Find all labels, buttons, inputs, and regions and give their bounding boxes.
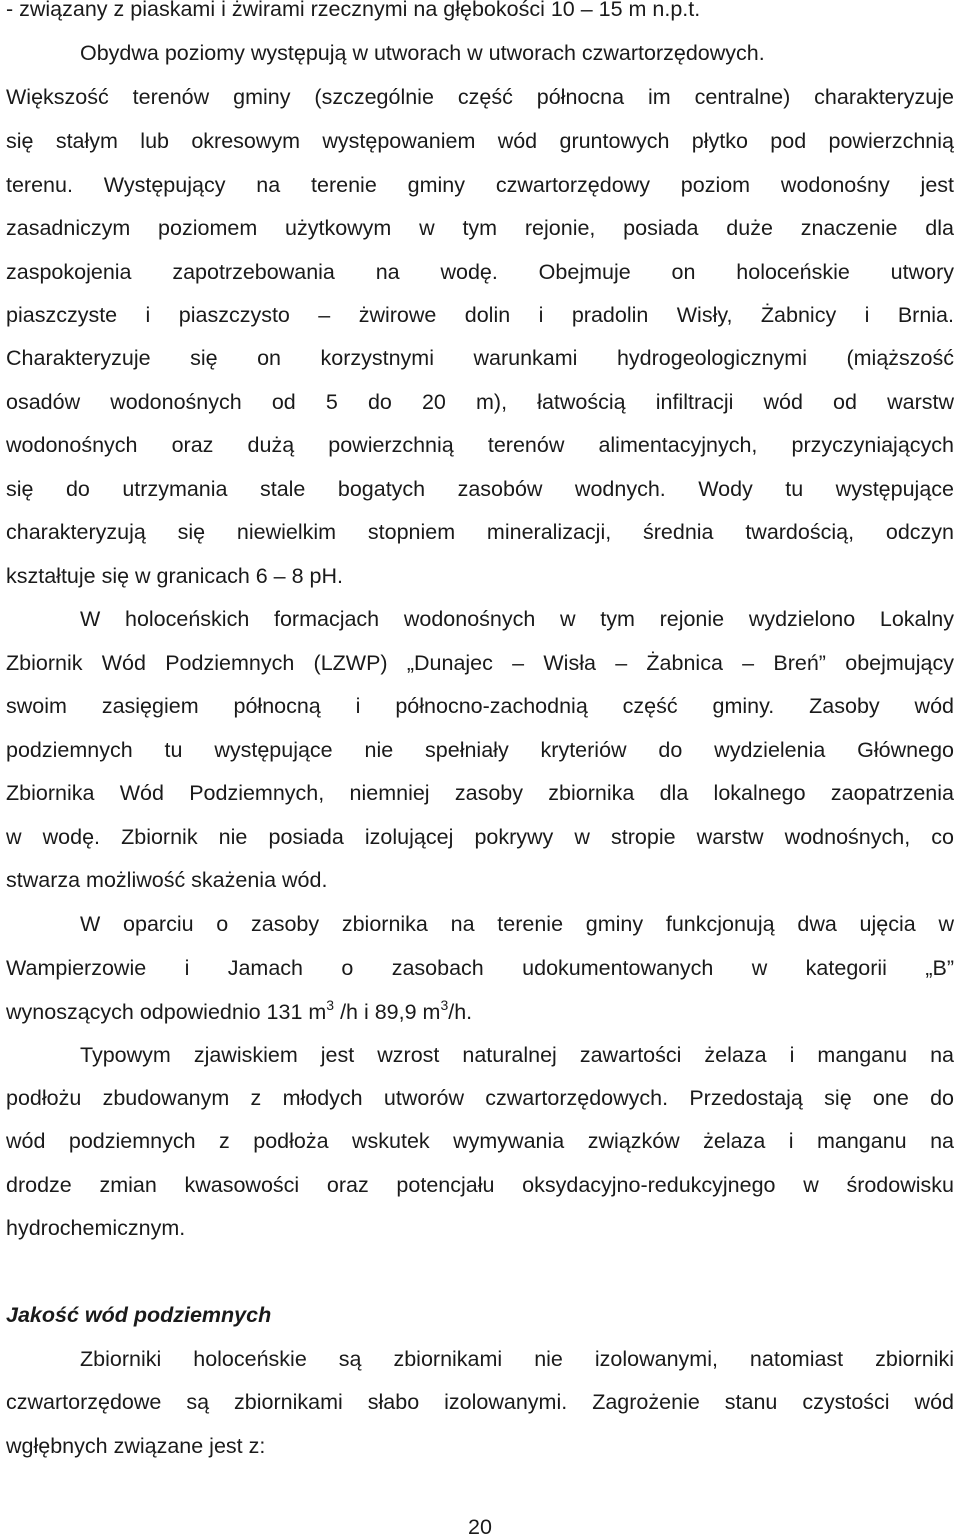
text-line: zaspokojenia zapotrzebowania na wodę. Obejmuje on holoceńskie utwory — [6, 260, 954, 284]
text-line: wgłębnych związane jest z: — [6, 1434, 266, 1458]
text-line: terenu. Występujący na terenie gminy czwartorzędowy poziom wodonośny jest — [6, 173, 954, 197]
text-line: swoim zasięgiem północną i północno-zachodnią część gminy. Zasoby wód — [6, 694, 954, 718]
text-line: Charakteryzuje się on korzystnymi warunkami hydrogeologicznymi (miąższość — [6, 346, 954, 370]
yield-text-c: /h. — [448, 1000, 473, 1024]
text-line: w wodę. Zbiornik nie posiada izolującej pokrywy w stropie warstw wodnośnych, co — [6, 825, 954, 849]
text-line: piaszczyste i piaszczysto – żwirowe dolin i pradolin Wisły, Żabnicy i Brnia. — [6, 303, 954, 327]
text-line: charakteryzują się niewielkim stopniem mineralizacji, średnia twardością, odczyn — [6, 520, 954, 544]
text-line: W oparciu o zasoby zbiornika na terenie gminy funkcjonują dwa ujęcia w — [80, 912, 954, 936]
text-line: kształtuje się w granicach 6 – 8 pH. — [6, 564, 343, 588]
text-line-yield — [6, 999, 954, 1025]
text-line: Wampierzowie i Jamach o zasobach udokumentowanych w kategorii „B” — [6, 956, 954, 980]
text-line: osadów wodonośnych od 5 do 20 m), łatwością infiltracji wód od warstw — [6, 390, 954, 414]
text-line: stwarza możliwość skażenia wód. — [6, 868, 328, 892]
text-line: hydrochemicznym. — [6, 1216, 186, 1240]
text-line: się do utrzymania stale bogatych zasobów wodnych. Wody tu występujące — [6, 477, 954, 501]
page-number: 20 — [468, 1515, 492, 1539]
text-line: - związany z piaskami i żwirami rzecznymi na głębokości 10 – 15 m n.p.t. — [6, 0, 701, 21]
text-line: drodze zmian kwasowości oraz potencjału oksydacyjno-redukcyjnego w środowisku — [6, 1173, 954, 1197]
text-line: Zbiornik Wód Podziemnych (LZWP) „Dunajec – Wisła – Żabnica – Breń” obejmujący — [6, 651, 954, 675]
text-line: wód podziemnych z podłoża wskutek wymywania związków żelaza i manganu na — [6, 1129, 954, 1153]
text-line: się stałym lub okresowym występowaniem wód gruntowych płytko pod powierzchnią — [6, 129, 954, 153]
section-heading: Jakość wód podziemnych — [6, 1303, 272, 1327]
text-line: Obydwa poziomy występują w utworach w utworach czwartorzędowych. — [80, 41, 765, 65]
text-line: W holoceńskich formacjach wodonośnych w tym rejonie wydzielono Lokalny — [80, 607, 954, 631]
text-line: Typowym zjawiskiem jest wzrost naturalnej zawartości żelaza i manganu na — [80, 1043, 954, 1067]
superscript: 3 — [440, 997, 449, 1013]
text-line: Zbiornika Wód Podziemnych, niemniej zasoby zbiornika dla lokalnego zaopatrzenia — [6, 781, 954, 805]
text-line: Większość terenów gminy (szczególnie część północna im centralne) charakteryzuje — [6, 85, 954, 109]
text-line: podłożu zbudowanym z młodych utworów czwartorzędowych. Przedostają się one do — [6, 1086, 954, 1110]
yield-text-a: wynoszących odpowiednio 131 m — [6, 1000, 327, 1024]
text-line: wodonośnych oraz dużą powierzchnią terenów alimentacyjnych, przyczyniających — [6, 433, 954, 457]
text-line: zasadniczym poziomem użytkowym w tym rejonie, posiada duże znaczenie dla — [6, 216, 954, 240]
yield-text-b: /h i 89,9 m — [334, 1000, 441, 1024]
text-line: czwartorzędowe są zbiornikami słabo izolowanymi. Zagrożenie stanu czystości wód — [6, 1390, 954, 1414]
text-line: Zbiorniki holoceńskie są zbiornikami nie izolowanymi, natomiast zbiorniki — [80, 1347, 954, 1371]
text-line: podziemnych tu występujące nie spełniały kryteriów do wydzielenia Głównego — [6, 738, 954, 762]
superscript: 3 — [326, 997, 335, 1013]
